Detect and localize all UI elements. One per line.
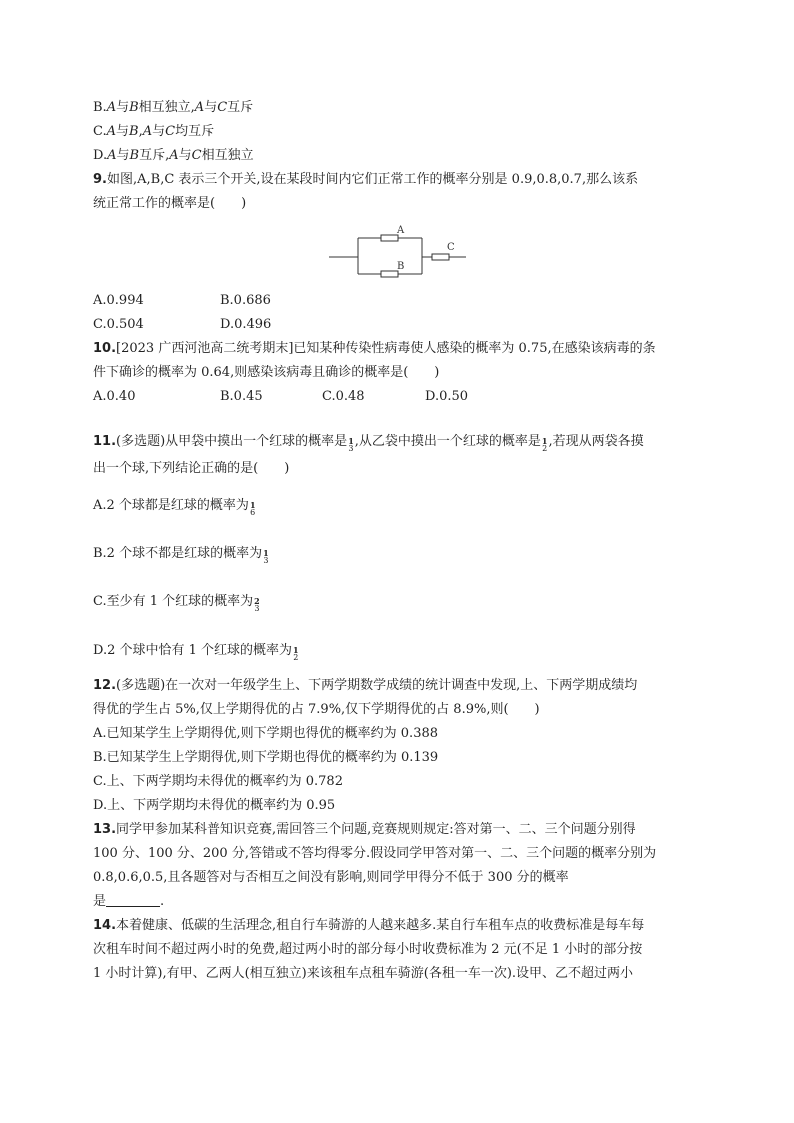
prev-option-b: B.A与B相互独立,A与C互斥 [93,100,254,115]
label-a: A [397,225,405,236]
q14-line1: 14.本着健康、低碳的生活理念,租自行车骑游的人越来越多.某自行车租车点的收费标准是每车每 [93,918,645,933]
q11-line2: 出一个球,下列结论正确的是( ) [93,461,290,476]
q13-line2: 100 分、100 分、200 分,答错或不答均得零分.假设同学甲答对第一、二、三个问题的概率分别为 [93,846,657,861]
q11-number: 11. [93,434,117,449]
q10-line1: 10.[2023 广西河池高二统考期末]已知某种传染性病毒使人感染的概率为 0.75,在感染该病毒的条 [93,341,656,356]
label-b: B [397,261,405,272]
q10-number: 10. [93,341,117,356]
q9-option-d: D.0.496 [220,317,272,332]
q12-option-b: B.已知某学生上学期得优,则下学期也得优的概率约为 0.139 [93,750,439,765]
q13-line4: 是 . [93,894,165,909]
q10-option-a: A.0.40 [93,389,136,404]
q11-option-b: B.2 个球不都是红球的概率为 1 3 [93,546,269,565]
label-c: C [447,242,455,253]
q10-option-b: B.0.45 [220,389,263,404]
fraction-one-half: 1 2 [541,436,548,453]
prev-option-d: D.A与B互斥,A与C相互独立 [93,148,254,163]
q14-number: 14. [93,918,117,933]
q9-option-a: A.0.994 [93,293,144,308]
q12-line1: 12.(多选题)在一次对一年级学生上、下两学期数学成绩的统计调查中发现,上、下两学期成绩均 [93,678,638,693]
fraction-one-third: 1 3 [348,436,354,453]
q11-option-a: A.2 个球都是红球的概率为 1 6 [93,498,256,517]
switch-a [381,235,398,241]
q10-option-c: C.0.48 [322,389,365,404]
q14-line3: 1 小时计算),有甲、乙两人(相互独立)来该租车点租车骑游(各租一车一次).设甲、乙不超过两小 [93,966,634,981]
prev-option-c: C.A与B,A与C均互斥 [93,124,215,139]
q11-option-c: C.至少有 1 个红球的概率为 2 3 [93,594,260,613]
switch-b [381,271,398,277]
q9-line2: 统正常工作的概率是( ) [93,196,247,211]
q13-line3: 0.8,0.6,0.5,且各题答对与否相互之间没有影响,则同学甲得分不低于 300 分的概率 [93,870,569,885]
switch-c [432,254,449,260]
q10-line2: 件下确诊的概率为 0.64,则感染该病毒且确诊的概率是( ) [93,365,440,380]
q11-line1: 11.(多选题)从甲袋中摸出一个红球的概率是 1 3 ,从乙袋中摸出一个红球的概率是 1 2 ,若现从两袋各摸 [93,434,644,453]
q10-option-d: D.0.50 [425,389,469,404]
q12-option-c: C.上、下两学期均未得优的概率约为 0.782 [93,774,343,789]
q9-number: 9. [93,172,107,187]
answer-blank[interactable] [106,894,160,907]
q12-option-a: A.已知某学生上学期得优,则下学期也得优的概率约为 0.388 [93,726,439,741]
q9-option-b: B.0.686 [220,293,271,308]
q14-line2: 次租车时间不超过两小时的免费,超过两小时的部分每小时收费标准为 2 元(不足 1 小时的部分按 [93,942,643,957]
q13-number: 13. [93,822,117,837]
q12-number: 12. [93,678,117,693]
q11-option-d: D.2 个球中恰有 1 个红球的概率为 1 2 [93,643,299,662]
q13-line1: 13.同学甲参加某科普知识竞赛,需回答三个问题,竞赛规则规定:答对第一、二、三个问题分别得 [93,822,636,837]
q9-option-c: C.0.504 [93,317,144,332]
q12-line2: 得优的学生占 5%,仅上学期得优的占 7.9%,仅下学期得优的占 8.9%,则( ) [93,702,540,717]
q9-line1: 9.如图,A,B,C 表示三个开关,设在某段时间内它们正常工作的概率分别是 0.9,0.8,0.7,那么该系 [93,172,639,187]
circuit-diagram [325,222,470,280]
q12-option-d: D.上、下两学期均未得优的概率约为 0.95 [93,798,336,813]
